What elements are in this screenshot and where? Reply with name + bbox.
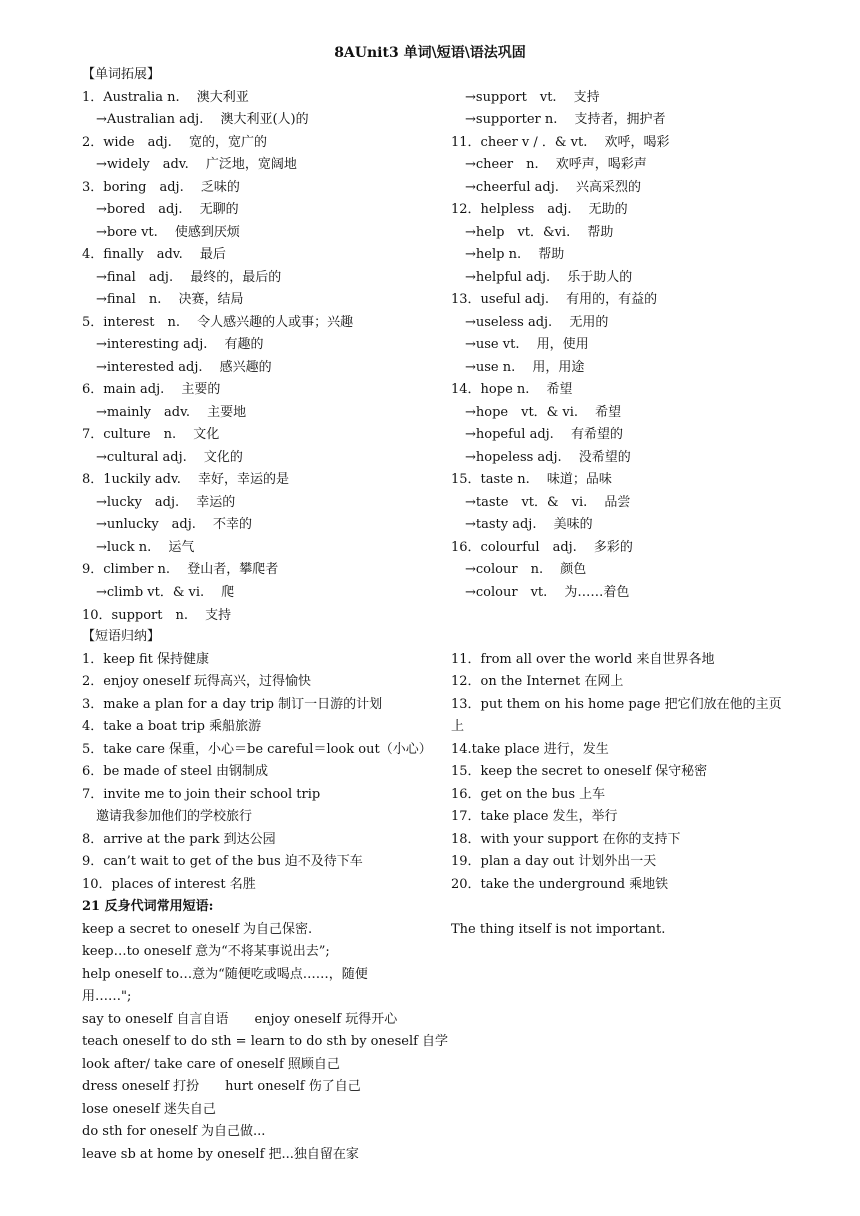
vocab-left-item: 9．climber n. 登山者，攀爬者: [82, 562, 279, 577]
phrase-right-item: 15．keep the secret to oneself 保守秘密: [451, 764, 708, 779]
vocab-right-item: →colour n. 颜色: [465, 562, 587, 577]
vocab-right-item: →cheer n. 欢呼声，喝彩声: [465, 157, 647, 172]
vocab-left-item: →lucky adj. 幸运的: [96, 495, 236, 510]
vocab-left-item: →unlucky adj. 不幸的: [96, 517, 253, 532]
vocab-right-item: →useless adj. 无用的: [465, 315, 609, 330]
phrase-left-item: 3．make a plan for a day trip 制订一日游的计划: [82, 697, 383, 712]
vocab-left-item: →bore vt. 使感到厌烦: [96, 225, 240, 240]
phrase-right-item: 18．with your support 在你的支持下: [451, 832, 681, 847]
vocab-left-item: →widely adv. 广泛地，宽阔地: [96, 157, 297, 172]
reflexive-item: teach oneself to do sth = learn to do sth by oneself 自学: [82, 1034, 449, 1049]
vocab-left-item: 4．finally adv. 最后: [82, 247, 226, 262]
phrase-left-item: 1．keep fit 保持健康: [82, 652, 210, 667]
phrase-right-item: 17．take place 发生，举行: [451, 809, 618, 824]
reflexive-item: do sth for oneself 为自己做...: [82, 1124, 266, 1139]
vocab-right-item: →helpful adj. 乐于助人的: [465, 270, 633, 285]
vocab-right-item: →colour vt. 为……着色: [465, 585, 630, 600]
reflexive-item: keep a secret to oneself 为自己保密.: [82, 922, 313, 937]
phrase-left-item: 4．take a boat trip 乘船旅游: [82, 719, 262, 734]
phrase-right-item: 20．take the underground 乘地铁: [451, 877, 669, 892]
vocab-right-item: →cheerful adj. 兴高采烈的: [465, 180, 641, 195]
vocab-left-item: →final adj. 最终的，最后的: [96, 270, 282, 285]
vocab-left-item: →final n. 决赛，结局: [96, 292, 244, 307]
vocab-left-item: 2．wide adj. 宽的，宽广的: [82, 135, 267, 150]
vocab-left-item: 1．Australia n. 澳大利亚: [82, 90, 249, 105]
vocab-left-item: →climb vt．& vi. 爬: [96, 585, 235, 600]
phrase-right-item: 上: [451, 719, 465, 734]
vocab-right-item: →hopeless adj. 没希望的: [465, 450, 631, 465]
reflexive-item: lose oneself 迷失自己: [82, 1102, 216, 1117]
phrase-right-item: 19．plan a day out 计划外出一天: [451, 854, 657, 869]
vocab-right-item: →help vt．&vi. 帮助: [465, 225, 614, 240]
phrase-right-item: 12．on the Internet 在网上: [451, 674, 624, 689]
reflexive-item: say to oneself 自言自语 enjoy oneself 玩得开心: [82, 1012, 398, 1027]
phrase-right-item: 11．from all over the world 来自世界各地: [451, 652, 715, 667]
phrase-left-item: 7．invite me to join their school trip: [82, 787, 321, 802]
vocab-left-item: 7．culture n. 文化: [82, 427, 220, 442]
vocab-left-item: 5．interest n. 令人感兴趣的人或事；兴趣: [82, 315, 354, 330]
vocab-right-item: →help n. 帮助: [465, 247, 565, 262]
vocab-right-item: →hope vt．& vi. 希望: [465, 405, 622, 420]
reflexive-item: look after/ take care of oneself 照顾自己: [82, 1057, 340, 1072]
reflexive-item: keep…to oneself 意为“不将某事说出去”;: [82, 944, 330, 959]
phrase-left-item: 6．be made of steel 由钢制成: [82, 764, 268, 779]
phrase-right-item: 16．get on the bus 上车: [451, 787, 606, 802]
vocab-right-item: 11．cheer v / ．& vt. 欢呼，喝彩: [451, 135, 670, 150]
phrase-right-item: 13．put them on his home page 把它们放在他的主页: [451, 697, 782, 712]
phrase-left-item: 9．can’t wait to get of the bus 迫不及待下车: [82, 854, 363, 869]
reflexive-item: 用……";: [82, 989, 132, 1004]
vocab-right-item: 13．useful adj. 有用的，有益的: [451, 292, 658, 307]
vocab-left-item: →interested adj. 感兴趣的: [96, 360, 272, 375]
vocab-right-item: →tasty adj. 美味的: [465, 517, 593, 532]
reflexive-item: leave sb at home by oneself 把...独自留在家: [82, 1147, 359, 1162]
vocab-left-item: →cultural adj. 文化的: [96, 450, 243, 465]
reflexive-item: dress oneself 打扮 hurt oneself 伤了自己: [82, 1079, 361, 1094]
vocab-right-item: 16．colourful adj. 多彩的: [451, 540, 633, 555]
phrase-left-item: 8．arrive at the park 到达公园: [82, 832, 276, 847]
vocab-left-item: 10．support n. 支持: [82, 608, 232, 623]
vocab-right-item: 14．hope n. 希望: [451, 382, 573, 397]
reflexive-item: help oneself to…意为“随便吃或喝点……，随便: [82, 967, 368, 982]
vocab-left-item: 6．main adj. 主要的: [82, 382, 221, 397]
document-title: 8AUnit3 单词\短语\语法巩固: [334, 45, 526, 61]
vocab-right-item: →use n. 用，用途: [465, 360, 585, 375]
phrase-left-item: 10．places of interest 名胜: [82, 877, 256, 892]
vocab-left-item: 8．1uckily adv. 幸好，幸运的是: [82, 472, 290, 487]
vocab-right-item: →support vt. 支持: [465, 90, 600, 105]
vocab-left-item: →interesting adj. 有趣的: [96, 337, 264, 352]
vocab-left-item: →bored adj. 无聊的: [96, 202, 239, 217]
reflexive-heading: 21 反身代词常用短语:: [82, 899, 214, 914]
vocab-right-item: 15．taste n. 味道；品味: [451, 472, 612, 487]
phrase-left-item: 5．take care 保重，小心＝be careful＝look out（小心）: [82, 742, 432, 757]
phrase-right-item: 14.take place 进行，发生: [451, 742, 609, 757]
phrase-left-item: 邀请我参加他们的学校旅行: [96, 809, 253, 824]
vocab-right-item: →supporter n. 支持者，拥护者: [465, 112, 666, 127]
vocab-right-item: →use vt. 用，使用: [465, 337, 589, 352]
phrase-left-item: 2．enjoy oneself 玩得高兴，过得愉快: [82, 674, 312, 689]
vocab-left-item: 3．boring adj. 乏味的: [82, 180, 240, 195]
vocab-left-item: →luck n. 运气: [96, 540, 195, 555]
vocab-left-item: →Australian adj. 澳大利亚(人)的: [96, 112, 309, 127]
phrases-heading: 【短语归纳】: [82, 629, 161, 644]
vocab-right-item: 12．helpless adj. 无助的: [451, 202, 628, 217]
vocab-right-item: →hopeful adj. 有希望的: [465, 427, 623, 442]
vocab-right-item: →taste vt．& vi. 品尝: [465, 495, 631, 510]
reflexive-example: The thing itself is not important.: [451, 922, 666, 937]
vocab-left-item: →mainly adv. 主要地: [96, 405, 247, 420]
vocab-heading: 【单词拓展】: [82, 67, 161, 82]
